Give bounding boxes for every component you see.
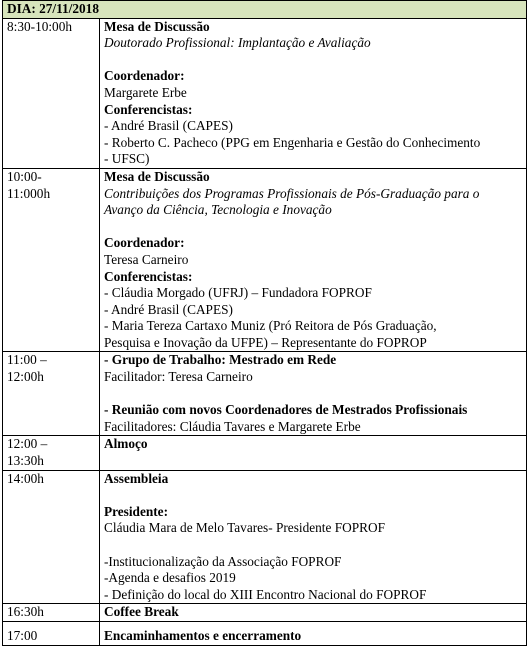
speaker-item: - Roberto C. Pacheco (PPG em Engenharia e Gestão do Conhecimento [104, 134, 481, 150]
speaker-item: - Maria Tereza Cartaxo Muniz (Pró Reitora de Pós Graduação, [104, 318, 437, 334]
schedule-row [3, 621, 527, 645]
time-cell [3, 470, 100, 604]
time-cell [3, 604, 100, 622]
speaker-item: - Cláudia Morgado (UFRJ) – Fundadora FOPROF [104, 285, 372, 301]
agenda-item: -Agenda e desafios 2019 [104, 570, 236, 586]
description-cell [100, 436, 527, 470]
time-text: 13:30h [7, 453, 44, 469]
day-header-row [3, 1, 527, 19]
session-subtitle: Doutorado Profissional: Implantação e Avaliação [104, 35, 371, 51]
president-label: Presidente: [104, 503, 169, 519]
working-group-title: - Grupo de Trabalho: Mestrado em Rede [104, 352, 337, 368]
time-text: 10:00- [7, 168, 42, 184]
schedule-row [3, 470, 527, 604]
time-text: 11:000h [7, 185, 51, 201]
time-cell [3, 436, 100, 470]
schedule-row [3, 168, 527, 352]
time-text: 16:30h [7, 604, 44, 620]
speaker-item: - André Brasil (CAPES) [104, 301, 233, 317]
schedule-table [2, 0, 527, 646]
agenda-item: -Institucionalização da Associação FOPROF [104, 553, 342, 569]
agenda-item: - Definição do local do XIII Encontro Nacional do FOPROF [104, 586, 427, 602]
description-cell [100, 621, 527, 645]
speakers-label: Conferencistas: [104, 101, 193, 117]
time-text: 14:00h [7, 470, 44, 486]
session-title: Coffee Break [104, 604, 179, 620]
time-cell [3, 18, 100, 168]
working-group-facilitator: Facilitador: Teresa Carneiro [104, 369, 253, 385]
time-cell [3, 168, 100, 352]
time-text: 8:30-10:00h [7, 18, 73, 34]
speaker-item: - UFSC) [104, 151, 150, 167]
meeting-title: - Reunião com novos Coordenadores de Mestrados Profissionais [104, 402, 468, 418]
speaker-item: Pesquisa e Inovação da UFPE) – Representante do FOPROP [104, 334, 427, 350]
coordinator-name: Teresa Carneiro [104, 251, 189, 267]
time-text: 12:00h [7, 369, 44, 385]
schedule-row [3, 352, 527, 436]
description-cell [100, 352, 527, 436]
description-cell [100, 18, 527, 168]
session-title: Encaminhamentos e encerramento [104, 627, 302, 643]
meeting-facilitators: Facilitadores: Cláudia Tavares e Margarete Erbe [104, 418, 361, 434]
coordinator-label: Coordenador: [104, 235, 185, 251]
coordinator-name: Margarete Erbe [104, 84, 187, 100]
coordinator-label: Coordenador: [104, 68, 185, 84]
session-title: Assembleia [104, 470, 169, 486]
session-title: Mesa de Discussão [104, 18, 210, 34]
session-title: Mesa de Discussão [104, 168, 210, 184]
time-cell [3, 352, 100, 436]
time-cell [3, 621, 100, 645]
president-name: Cláudia Mara de Melo Tavares- Presidente FOPROF [104, 520, 385, 536]
session-title: Almoço [104, 436, 148, 452]
session-subtitle: Contribuições dos Programas Profissionais de Pós-Graduação para o [104, 185, 480, 201]
time-text: 11:00 – [7, 352, 47, 368]
day-header: DIA: 27/11/2018 [3, 1, 527, 19]
session-subtitle: Avanço da Ciência, Tecnologia e Inovação [104, 202, 332, 218]
speaker-item: - André Brasil (CAPES) [104, 118, 233, 134]
time-text: 17:00 [7, 627, 38, 643]
schedule-row [3, 18, 527, 168]
schedule-row [3, 436, 527, 470]
speakers-label: Conferencistas: [104, 268, 193, 284]
description-cell [100, 604, 527, 622]
time-text: 12:00 – [7, 436, 48, 452]
description-cell [100, 168, 527, 352]
schedule-row [3, 604, 527, 622]
description-cell [100, 470, 527, 604]
